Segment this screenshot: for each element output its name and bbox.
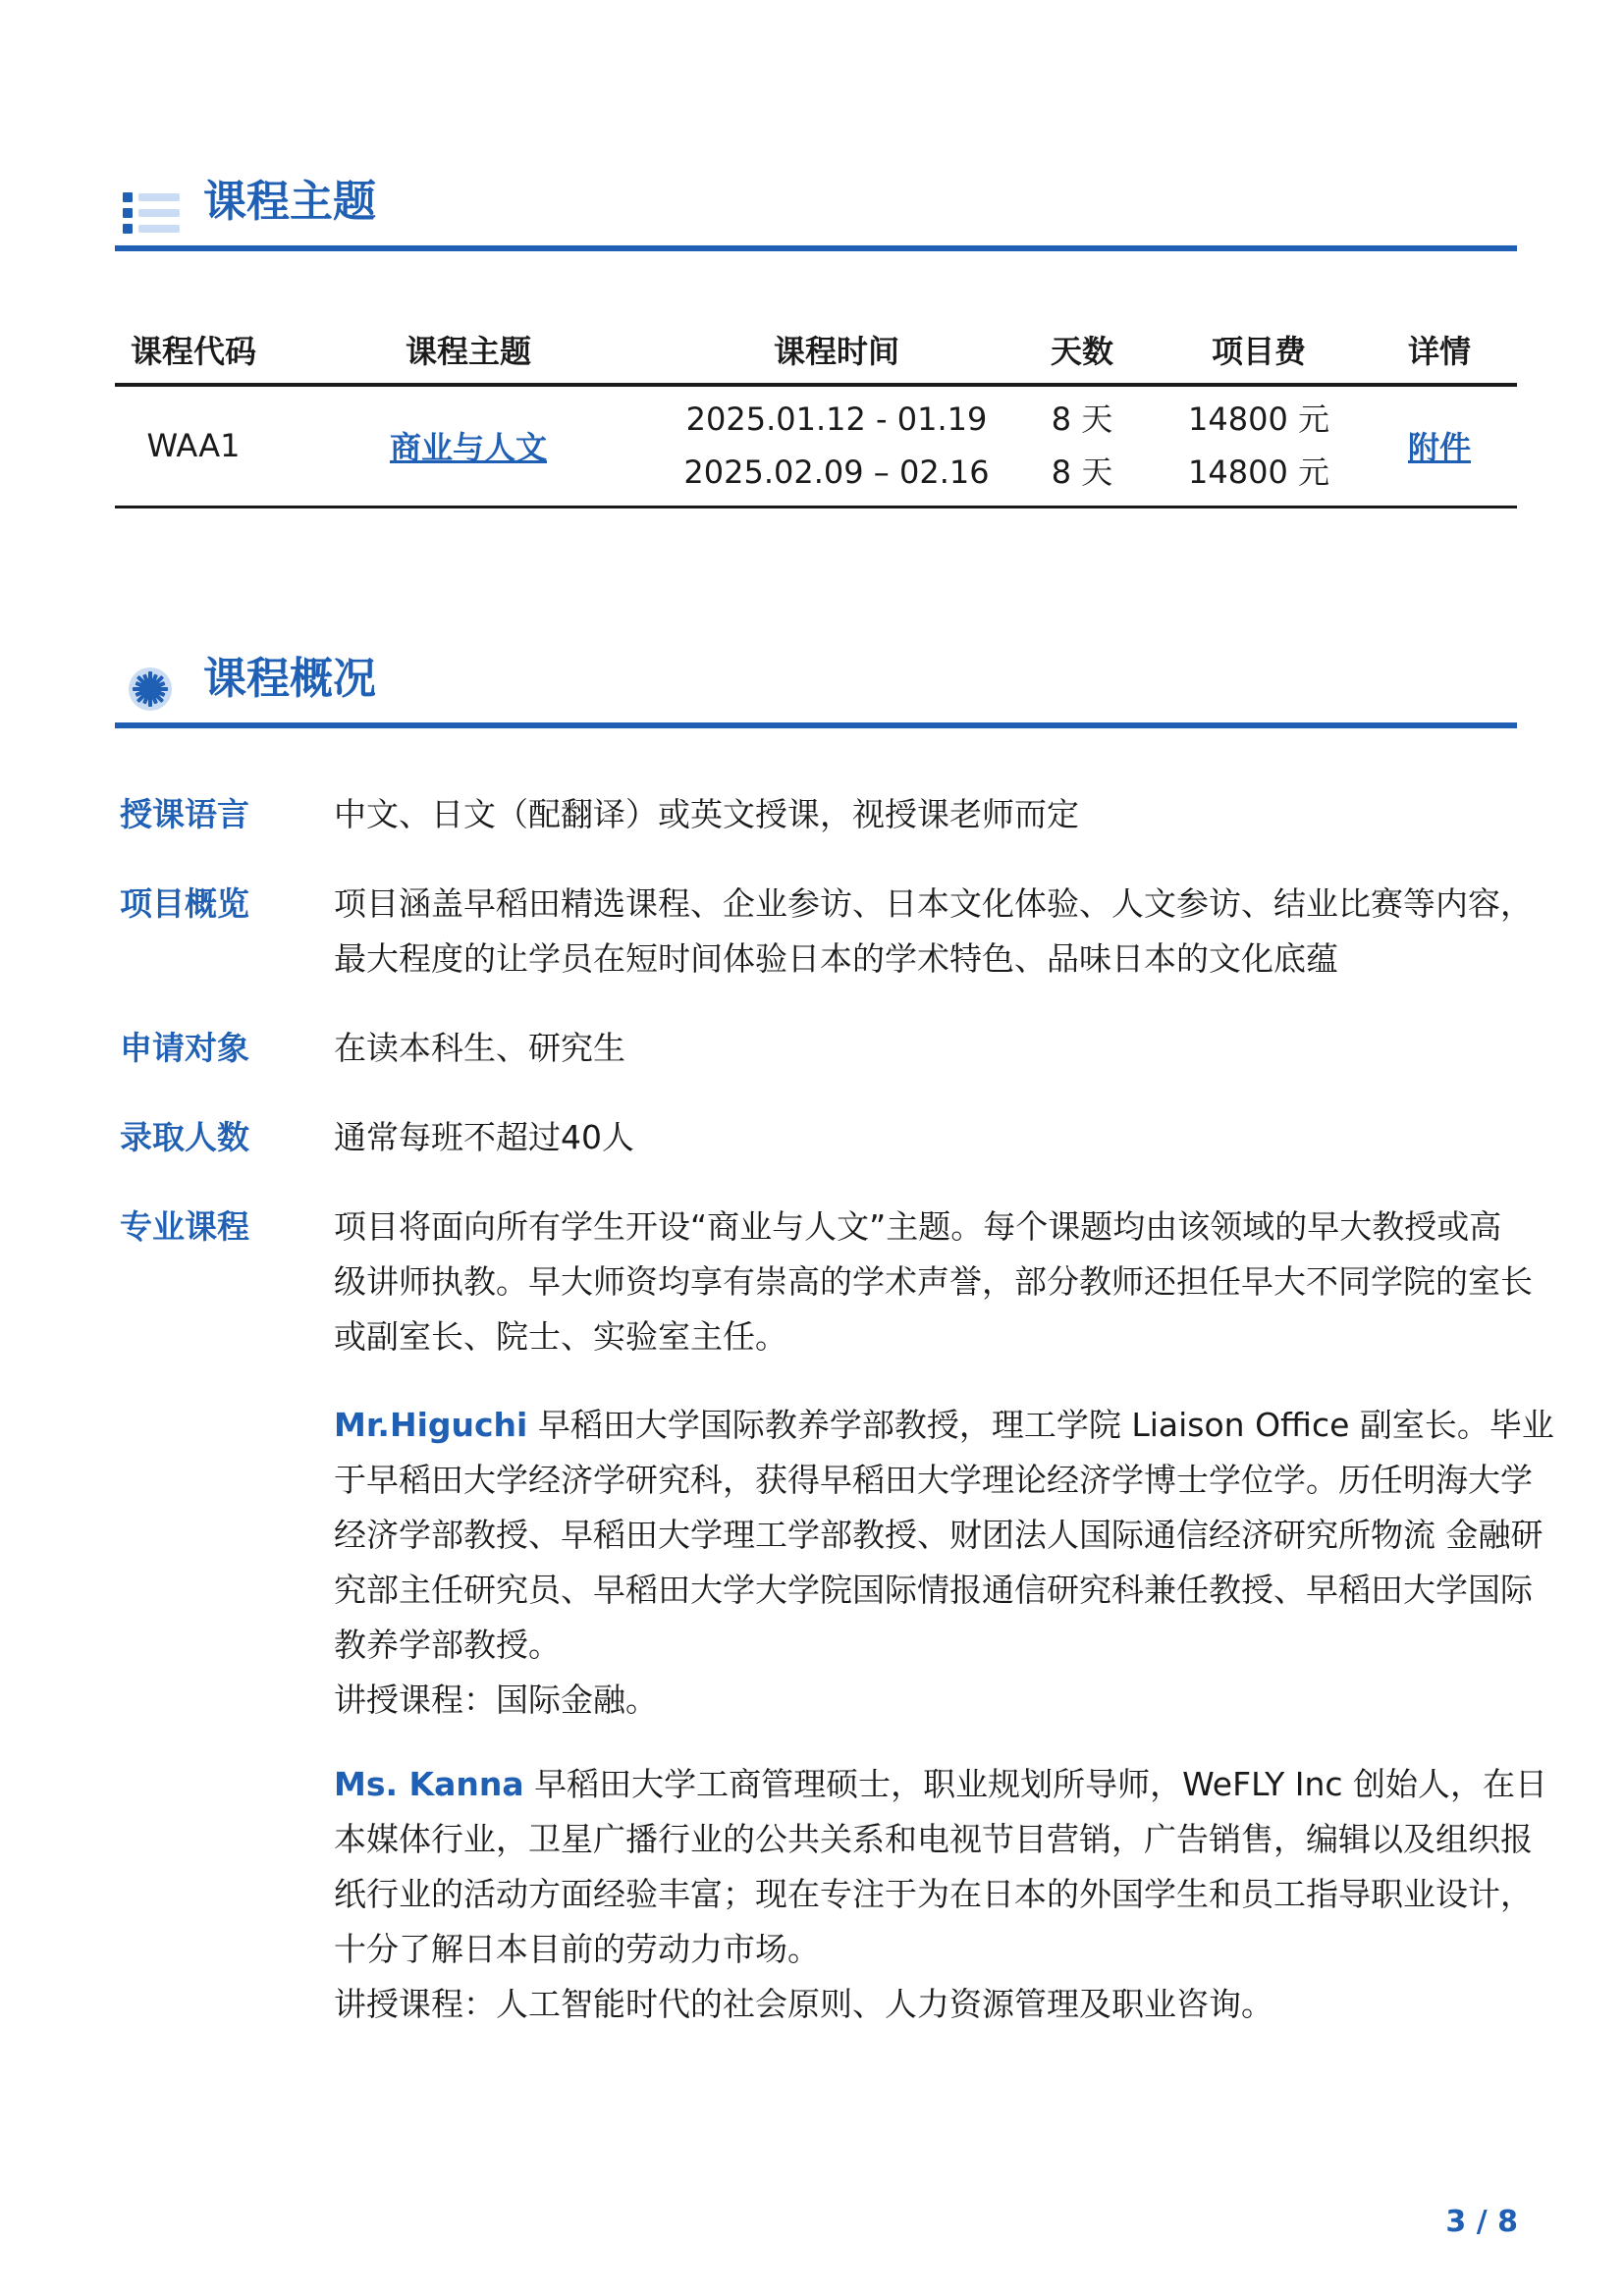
course-days: 8 天 bbox=[1051, 400, 1113, 439]
text-line: 本媒体行业，卫星广播行业的公共关系和电视节目营销，广告销售，编辑以及组织报 bbox=[334, 1820, 1533, 1858]
course-time-cell bbox=[665, 385, 1008, 507]
text-line: 级讲师执教。早大师资均享有崇高的学术声誉，部分教师还担任早大不同学院的室长 bbox=[334, 1262, 1533, 1301]
text-line: 项目涵盖早稻田精选课程、企业参访、日本文化体验、人文参访、结业比赛等内容， bbox=[334, 884, 1533, 923]
column-header: 详情 bbox=[1362, 316, 1517, 385]
teacher-bio-first: 早稻田大学工商管理硕士，职业规划所导师，WeFLY Inc 创始人，在日 bbox=[523, 1765, 1548, 1803]
section-title: 课程概况 bbox=[203, 654, 376, 704]
list-icon bbox=[123, 188, 180, 238]
text-line: 十分了解日本目前的劳动力市场。 bbox=[334, 1930, 820, 1968]
course-fee: 14800 元 bbox=[1188, 454, 1329, 492]
section-rule bbox=[115, 245, 1517, 251]
course-fee-cell bbox=[1156, 385, 1362, 507]
course-fee: 14800 元 bbox=[1188, 400, 1329, 439]
overview-text bbox=[334, 1021, 1624, 1076]
teacher-bio-first: 早稻田大学国际教养学部教授，理工学院 Liaison Office 副室长。毕业 bbox=[527, 1406, 1554, 1444]
table-row bbox=[115, 385, 1517, 507]
course-table bbox=[115, 316, 1517, 508]
section-rule bbox=[115, 722, 1517, 728]
section-title: 课程主题 bbox=[203, 177, 376, 227]
table-header-row bbox=[115, 316, 1517, 385]
course-theme-link[interactable]: 商业与人文 bbox=[389, 429, 547, 467]
column-header: 课程时间 bbox=[665, 316, 1008, 385]
overview-text bbox=[334, 1110, 1624, 1165]
text-line: 最大程度的让学员在短时间体验日本的学术特色、品味日本的文化底蕴 bbox=[334, 939, 1338, 978]
teacher-name: Mr.Higuchi bbox=[334, 1406, 528, 1444]
detail-link[interactable]: 附件 bbox=[1407, 429, 1471, 467]
overview-label: 项目概览 bbox=[120, 884, 249, 923]
text-line: 讲授课程：国际金融。 bbox=[334, 1681, 658, 1719]
course-days-cell bbox=[1008, 385, 1156, 507]
text-line: 或副室长、院士、实验室主任。 bbox=[334, 1317, 787, 1356]
course-days: 8 天 bbox=[1051, 454, 1113, 492]
text-line: 于早稻田大学经济学研究科，获得早稻田大学理论经济学博士学位学。历任明海大学 bbox=[334, 1461, 1533, 1499]
text-line: 项目将面向所有学生开设“商业与人文”主题。每个课题均由该领域的早大教授或高 bbox=[334, 1207, 1502, 1246]
overview-label: 专业课程 bbox=[120, 1207, 249, 1246]
text-line: 究部主任研究员、早稻田大学大学院国际情报通信研究科兼任教授、早稻田大学国际 bbox=[334, 1571, 1533, 1609]
column-header: 课程代码 bbox=[115, 316, 272, 385]
column-header: 天数 bbox=[1008, 316, 1156, 385]
overview-label: 录取人数 bbox=[120, 1118, 249, 1156]
column-header: 课程主题 bbox=[272, 316, 665, 385]
text-line: 在读本科生、研究生 bbox=[334, 1029, 625, 1067]
text-line bbox=[334, 1757, 1624, 1812]
text-line bbox=[334, 1398, 1624, 1453]
teacher-bio bbox=[334, 1398, 1624, 1728]
text-line: 经济学部教授、早稻田大学理工学部教授、财团法人国际通信经济研究所物流 金融研 bbox=[334, 1516, 1543, 1554]
text-line: 中文、日文（配翻译）或英文授课，视授课老师而定 bbox=[334, 795, 1079, 833]
course-code: WAA1 bbox=[115, 385, 272, 507]
column-header: 项目费 bbox=[1156, 316, 1362, 385]
overview-label: 申请对象 bbox=[120, 1029, 249, 1067]
text-line: 讲授课程：人工智能时代的社会原则、人力资源管理及职业咨询。 bbox=[334, 1985, 1273, 2023]
teacher-bio bbox=[334, 1757, 1624, 2032]
text-line: 纸行业的活动方面经验丰富；现在专注于为在日本的外国学生和员工指导职业设计， bbox=[334, 1875, 1533, 1913]
course-time: 2025.02.09 – 02.16 bbox=[683, 454, 990, 492]
page-number: 3 / 8 bbox=[1445, 2205, 1518, 2239]
overview-text bbox=[334, 787, 1624, 842]
teacher-name: Ms. Kanna bbox=[334, 1765, 524, 1803]
gear-icon bbox=[127, 666, 174, 713]
overview-text bbox=[334, 877, 1624, 987]
text-line: 教养学部教授。 bbox=[334, 1626, 561, 1664]
course-time: 2025.01.12 - 01.19 bbox=[685, 400, 988, 439]
text-line: 通常每班不超过40人 bbox=[334, 1118, 634, 1156]
overview-label: 授课语言 bbox=[120, 795, 249, 833]
overview-text bbox=[334, 1200, 1624, 1364]
